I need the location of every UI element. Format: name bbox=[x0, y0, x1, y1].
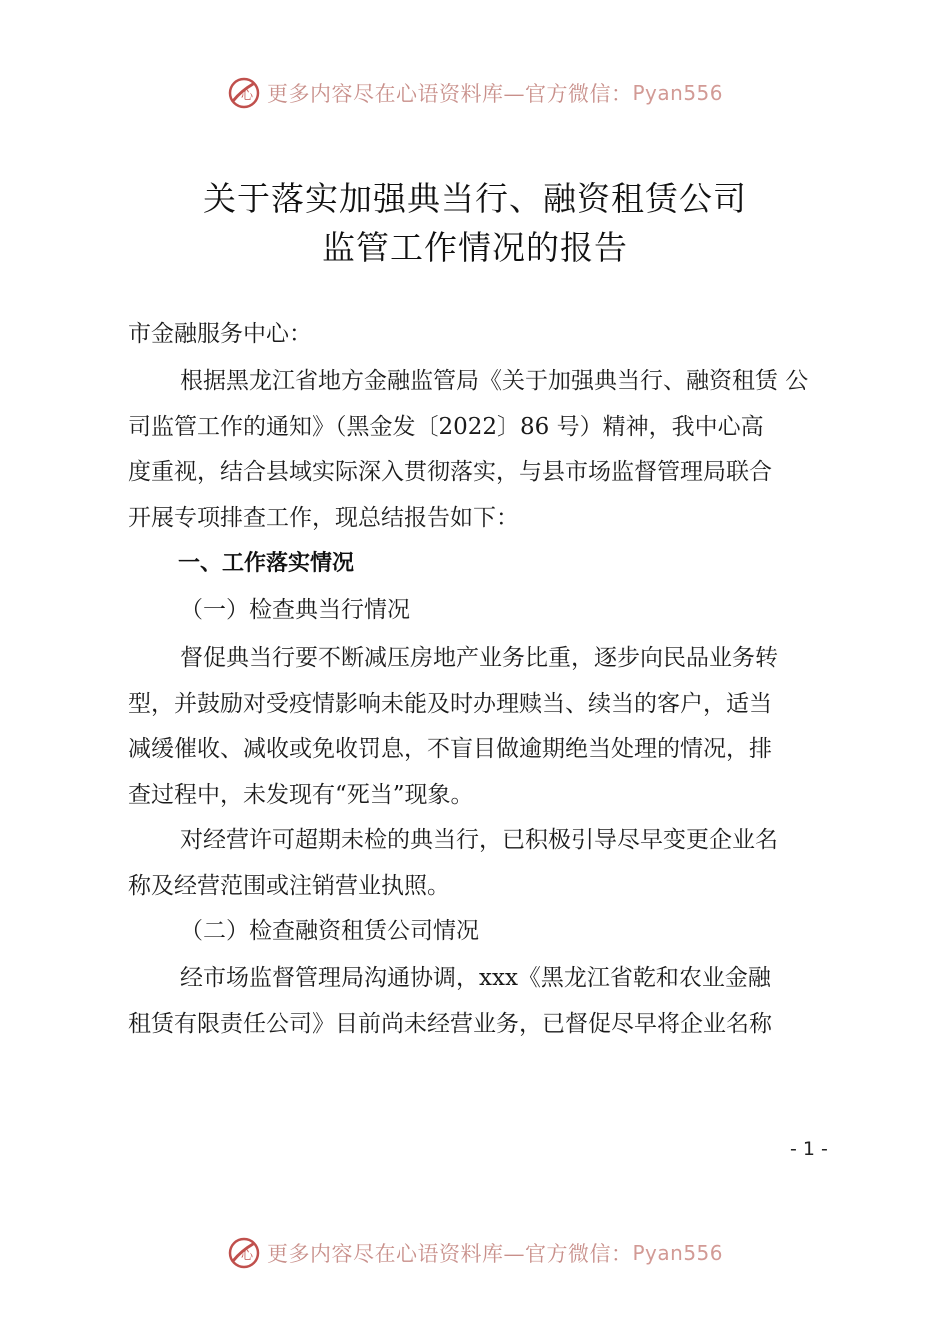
watermark-wechat-id: Pyan556 bbox=[632, 1241, 723, 1265]
paragraph-1-line-4: 开展专项排查工作，现总结报告如下： bbox=[128, 505, 519, 531]
paragraph-4-line-1: 经市场监督管理局沟通协调，xxx《黑龙江省乾和农业金融 bbox=[180, 965, 771, 991]
page-number: - 1 - bbox=[790, 1138, 828, 1160]
watermark-text: 更多内容尽在心语资料库—官方微信： bbox=[266, 1242, 633, 1266]
brush-logo-icon bbox=[227, 1236, 261, 1270]
svg-text:心: 心 bbox=[240, 88, 254, 102]
paragraph-1-line-3: 度重视，结合县域实际深入贯彻落实，与县市场监督管理局联合 bbox=[128, 459, 772, 485]
salutation: 市金融服务中心： bbox=[128, 321, 312, 347]
paragraph-2-line-2: 型，并鼓励对受疫情影响未能及时办理赎当、续当的客户，适当 bbox=[128, 691, 772, 717]
document-title-line-1: 关于落实加强典当行、融资租赁公司 bbox=[203, 179, 747, 218]
header-watermark bbox=[0, 73, 950, 113]
watermark-text: 更多内容尽在心语资料库—官方微信： bbox=[266, 82, 633, 106]
subsection-heading-1: （一）检查典当行情况 bbox=[180, 597, 410, 623]
document-title-line-2: 监管工作情况的报告 bbox=[322, 228, 628, 267]
section-heading-1: 一、工作落实情况 bbox=[178, 551, 355, 576]
paragraph-2-line-3: 减缓催收、减收或免收罚息，不盲目做逾期绝当处理的情况，排 bbox=[128, 736, 772, 762]
paragraph-3-line-2: 称及经营范围或注销营业执照。 bbox=[128, 873, 450, 899]
footer-watermark bbox=[0, 1233, 950, 1273]
paragraph-3-line-1: 对经营许可超期未检的典当行，已积极引导尽早变更企业名 bbox=[180, 827, 778, 853]
paragraph-2-line-1: 督促典当行要不断减压房地产业务比重，逐步向民品业务转 bbox=[180, 645, 778, 671]
paragraph-2-line-4: 查过程中，未发现有“死当”现象。 bbox=[128, 782, 474, 808]
svg-text:心: 心 bbox=[240, 1248, 254, 1262]
paragraph-4-line-2: 租赁有限责任公司》目前尚未经营业务，已督促尽早将企业名称 bbox=[128, 1011, 772, 1037]
paragraph-1-line-2: 司监管工作的通知》（黑金发〔2022〕86 号）精神，我中心高 bbox=[128, 414, 764, 440]
watermark-wechat-id: Pyan556 bbox=[632, 81, 723, 105]
subsection-heading-2: （二）检查融资租赁公司情况 bbox=[180, 918, 479, 944]
brush-logo-icon bbox=[227, 76, 261, 110]
paragraph-1-line-1: 根据黑龙江省地方金融监管局《关于加强典当行、融资租赁 公 bbox=[180, 368, 809, 394]
